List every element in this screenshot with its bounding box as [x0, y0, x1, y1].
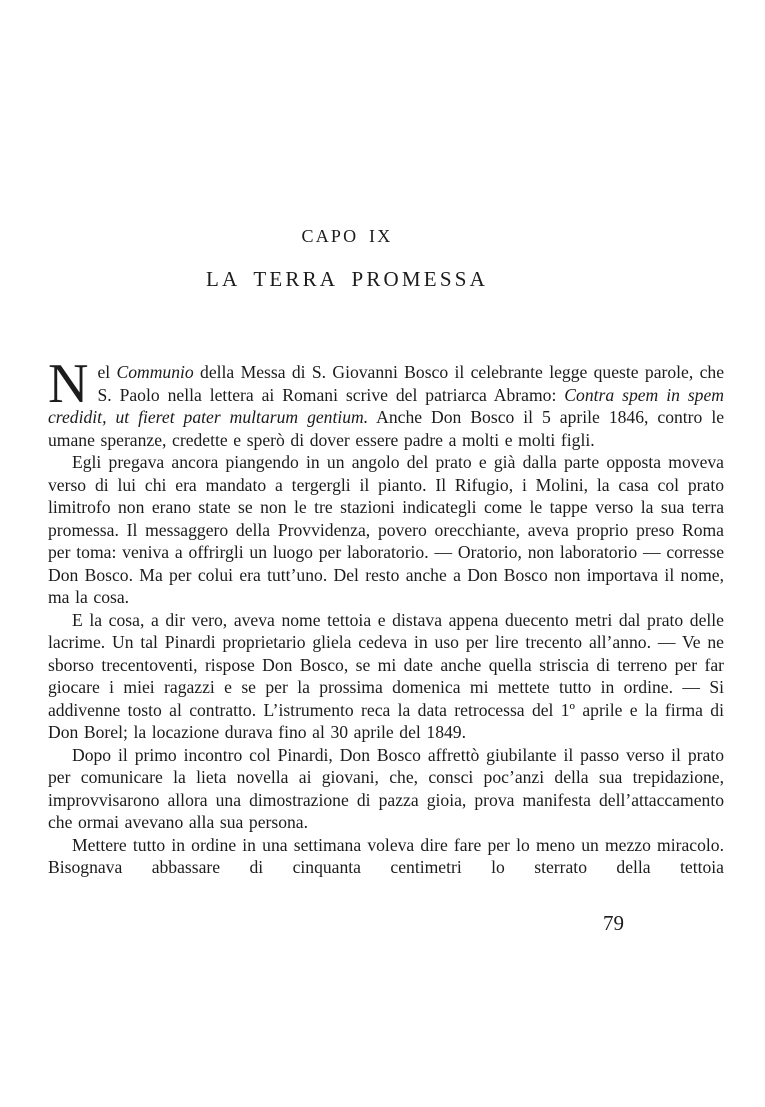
- text-run: E la cosa, a dir vero, aveva nome tettoia e distava appena duecento metri dal prato delle lacrime. Un tal Pinardi proprietario gliela cedeva in uso per lire trecento all’anno. — Ve ne sborso trecentoventi, rispose Don Bosco, se mi date anche quella striscia di terreno per far giocare i miei ragazzi e se per la prossima domenica mi mettete tutto in ordine. — Si addivenne tosto al contratto. L’istrumento reca la data retrocessa del 1º aprile e la firma di Don Borel; la locazione durava fino al 30 aprile del 1849.: [48, 609, 724, 742]
- text-run: Dopo il primo incontro col Pinardi, Don Bosco affrettò giubilante il passo verso il prato per comunicare la lieta novella ai giovani, che, consci poc’anzi della sua trepidazione, improvvisarono allora una dimostrazione di pazza gioia, prova manifesta dell’attaccamento che ormai avevano alla sua persona.: [48, 744, 724, 832]
- page-number: 79: [603, 911, 624, 935]
- text-run: della Messa di S. Giovanni Bosco il celebrante legge queste parole, che S. Paolo nella lettera ai Romani scrive del patriarca Abramo:: [97, 362, 724, 405]
- text-run: Anche Don Bosco il 5 aprile 1846, contro le umane speranze, credette e sperò di dover essere padre a molti e molti figli.: [48, 407, 725, 450]
- italic-text-run: Communio: [116, 362, 194, 382]
- body-text: [48, 353, 725, 879]
- text-run: Mettere tutto in ordine in una settimana voleva dire fare per lo meno un mezzo miracolo. Bisognava abbassare di cinquanta centimetri lo sterrato della tettoia: [48, 834, 724, 877]
- paragraph: [48, 353, 725, 451]
- paragraph: [48, 609, 724, 744]
- paragraph: [48, 451, 724, 609]
- italic-text-run: Contra spem in spem credidit, ut fieret pater multarum gentium.: [48, 384, 724, 427]
- paragraph: [48, 834, 724, 879]
- text-run: el: [97, 362, 117, 382]
- drop-cap: N: [48, 353, 89, 415]
- chapter-title: LA TERRA PROMESSA: [206, 267, 488, 291]
- paragraph: [48, 744, 724, 834]
- chapter-label: CAPO IX: [301, 226, 393, 246]
- chapter-heading-block: [10, 226, 684, 291]
- text-run: Egli pregava ancora piangendo in un angolo del prato e già dalla parte opposta moveva verso di lui chi era mandato a tergergli il pianto. Il Rifugio, i Molini, la casa col prato limitrofo non erano state se non le tre stazioni indicategli come le tappe verso la sua terra promessa. Il messaggero della Provvidenza, povero orecchiante, aveva proprio preso Roma per toma: veniva a offrirgli un luogo per laboratorio. — Oratorio, non laboratorio — corresse Don Bosco. Ma per colui era tutt’uno. Del resto anche a Don Bosco non importava il nome, ma la cosa.: [48, 452, 724, 607]
